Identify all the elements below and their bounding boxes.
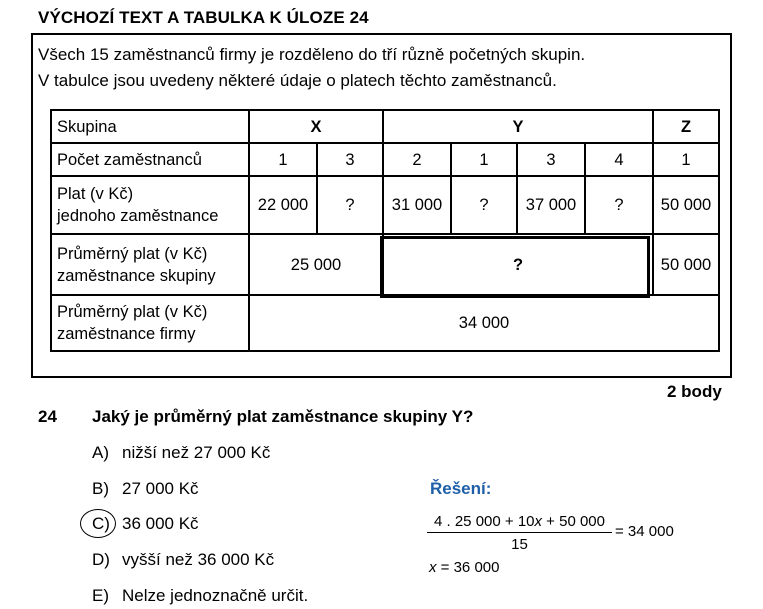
row-label-plat [51,176,249,234]
count-cell: 4 [585,143,653,176]
row-label-plat-line1: Plat (v Kč) [57,185,134,203]
salary-cell: 22 000 [249,176,317,234]
table-row-group-average [51,234,719,295]
fraction-denominator: 15 [511,536,528,553]
group-x-average: 25 000 [249,234,383,295]
option-text: 36 000 Kč [122,514,199,533]
solution-result [429,559,499,576]
solution-equals: = 34 000 [615,523,674,540]
count-cell: 1 [451,143,517,176]
solution-fraction [427,513,612,553]
option-e[interactable] [92,586,308,606]
group-x-header: X [249,110,383,143]
option-letter: A) [92,443,109,462]
row-label-prumer-skupiny-line2: zaměstnance skupiny [57,266,216,285]
salary-cell: 37 000 [517,176,585,234]
numerator-part-a: 4 . 25 000 + 10 [434,513,535,530]
solution-title: Řešení: [430,479,492,498]
intro-line-1: Všech 15 zaměstnanců firmy je rozděleno do tří různě početných skupin. [38,45,586,64]
group-z-header: Z [653,110,719,143]
row-label-prumer-firmy [51,295,249,351]
group-y-average-unknown: ? [383,234,653,295]
row-label-prumer-firmy-line1: Průměrný plat (v Kč) [57,303,208,321]
numerator-part-b: + 50 000 [542,513,605,530]
company-average: 34 000 [249,295,719,351]
option-c[interactable] [92,514,199,534]
question-text: Jaký je průměrný plat zaměstnance skupiny Y? [92,407,474,426]
row-label-skupina: Skupina [51,110,249,143]
points-label: 2 body [667,382,722,401]
intro-text [38,42,585,94]
row-label-prumer-skupiny [51,234,249,295]
salary-cell: 31 000 [383,176,451,234]
option-letter: C) [92,514,110,533]
option-d[interactable] [92,550,274,570]
count-cell: 3 [317,143,383,176]
count-cell: 2 [383,143,451,176]
row-label-pocet: Počet zaměstnanců [51,143,249,176]
fraction-numerator [427,513,612,532]
row-label-prumer-firmy-line2: zaměstnance firmy [57,325,196,343]
option-letter: B) [92,479,109,498]
table-row-group [51,110,719,143]
result-value: = 36 000 [436,559,500,576]
table-row-count [51,143,719,176]
result-variable: x [429,559,437,576]
salary-cell: 50 000 [653,176,719,234]
option-text: vyšší než 36 000 Kč [122,550,275,569]
row-label-plat-line2: jednoho zaměstnance [57,207,219,225]
count-cell: 3 [517,143,585,176]
option-letter: D) [92,550,110,569]
salary-table [50,109,720,352]
option-text: nižší než 27 000 Kč [122,443,271,462]
option-letter: E) [92,586,109,605]
numerator-variable: x [534,513,543,530]
option-b[interactable] [92,479,199,499]
section-heading: VÝCHOZÍ TEXT A TABULKA K ÚLOZE 24 [38,8,369,27]
salary-cell: ? [317,176,383,234]
question-number: 24 [38,407,57,426]
group-y-header: Y [383,110,653,143]
intro-line-2: V tabulce jsou uvedeny některé údaje o platech těchto zaměstnanců. [38,71,557,90]
table-row-company-average [51,295,719,351]
option-text: 27 000 Kč [122,479,199,498]
group-z-average: 50 000 [653,234,719,295]
option-a[interactable] [92,443,270,463]
count-cell: 1 [249,143,317,176]
table-row-salary [51,176,719,234]
count-cell: 1 [653,143,719,176]
row-label-prumer-skupiny-line1: Průměrný plat (v Kč) [57,244,208,263]
salary-cell: ? [585,176,653,234]
option-text: Nelze jednoznačně určit. [122,586,309,605]
salary-cell: ? [451,176,517,234]
